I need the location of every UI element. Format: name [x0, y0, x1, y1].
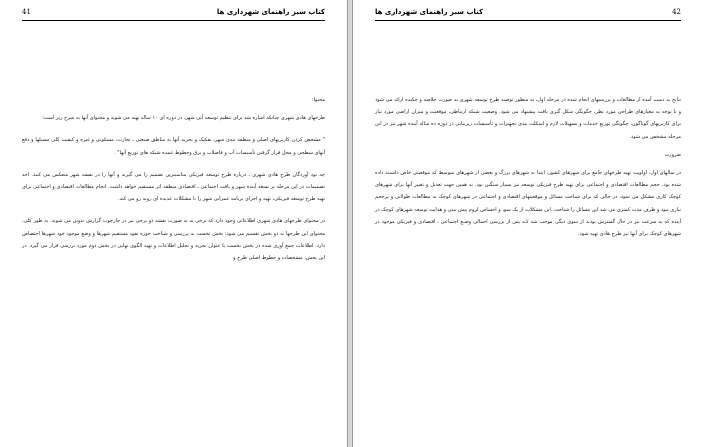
paragraph-heading-necessity: ضرورت — [664, 151, 681, 158]
left-page-header — [22, 6, 325, 21]
right-page-header-title: کتاب سبز راهنمای شهرداری ها — [375, 8, 484, 16]
paragraph: نتایج به دست آمده از مطالعات و بررسیهای انجام شده در مرحله اول، به منظور توصیه طرح توسعه شهری به صورت خلاصه و چکیده ارائه می شود و با توجه به معیارهای طراحی مورد نظر، چگونگی شکل گیری بافت پیشنهاد می شود. وضعیت شبکه ارتباطی، موقعیت و میزان اراضی مورد نیاز برای کاربریهای گوناگون، چگونگی توزیع خدمات و تسهیلات لازم و اسکلت بندی تجهیزات و تأسیسات زیربنایی در دوره ده ساله آینده شهر نیز در این مرحله مشخص می شود. — [375, 97, 681, 140]
paragraph: طرحهای هادی شهری چنانکه اشاره شد برای تنظیم توسعه آتی شهر، در دوره ای ۱۰ ساله تهیه می شوند و محتوای آنها به شرح زیر است: — [42, 115, 325, 122]
paragraph-heading-content: محتوا: — [311, 97, 325, 103]
left-page-number: 41 — [22, 8, 31, 16]
right-page-number: 42 — [672, 8, 681, 16]
paragraph: در سالهای اول، اولویت تهیه طرحهای جامع برای شهرهای کشور، ابتدا به شهرهای بزرگ و بعضی از شهرهای متوسط که موقعیتی خاص داشتند داده شده بود. حجم مطالعات اقتصادی و اجتماعی برای تهیه طرح فیزیکی توسعه نیز بسیار سنگین بود. به همین جهت تعدیل و تغییر آنها برای شهرهای کوچک کاری مشکل می نمود، در حالی که برای شناخت مسائل و موقعیتهای اقتصادی و اجتماعی در شهرهای کوچک به مطالعات طولانی و پرحجم نیازی نبود و ظرف مدت کمتری می شد این مسائل را شناخت. این مشکلات از یک سو، و احساس لزوم پیش بینی و هدایت توسعه شهرهای کوچک در آینده که به سرعت نیز در حال گسترش بودند از سوی دیگر، موجب شد کـه پس از بررسی اجمالی وضـع اجتماعی ـ اقتصادی و فیزیکی موجود در شهرهای کوچک برای آنها نیز طرح هادی تهیه شود. — [375, 170, 681, 238]
paragraph-quote: " مشخص کردن کاربریهای اصلی و منطقه بندی شهر، تفکیک و تجزیه آنها به مناطق صنعتی ـ تجارت، مسکونی و غیره و کیفیت کلی مسیلها و دفع آبهای سطحی و محل قرار گرفتن تأسیسات آب و فاضلاب و برق وخطوط عمده شبکه های توزیع آنها" . — [22, 137, 325, 156]
left-page — [0, 0, 348, 447]
paragraph: چه بود آوردگان طرح هادی شهری ، درباره طرح توسعه فیزیکی مناسبترین تصمیم را می گیرند و آنها را در نقشه شهر منعکس می کنند. اخذ تصمیمات در این مرحله بر تسعه آینده شهر و بافت اجتماعی ـ اقتصادی منطقه اثر مستقیم خواهد داشت. انجام مطالعات اقتصادی و اجتماعی برای تهیه طرح توسعه فیزیکی، تهیه و اجرای برنامه عمرانی شهر را با مشکلات عدیده ای روبه رو می کند. — [22, 171, 325, 203]
left-page-body — [22, 94, 325, 270]
right-page-body — [375, 94, 681, 246]
right-page — [352, 0, 703, 447]
right-page-header — [375, 6, 681, 21]
left-page-header-title: کتاب سبز راهنمای شهرداری ها — [216, 8, 325, 16]
paragraph: در محتوای طرحهای هادی شهری اطلاعاتی وجود دارد که برخی نه به صورت نقشه دو برخی نیز در چارچوب گزارش تدوین می شوند. به طور کلی، محتوای این طرحها به دو بخش تقسیم می شود: بخش نخست به بررسی و شناخت حوزه نفوذ مستقیم شهرها و وضع موجود خود شهرها اختصاص دارد. اطلاعات جمع آوری شده در بخش نخست با عنوان تجزیه و تحلیل اطلاعات و تهیه الگوی نهایی در بخش دوم مورد بررسی قرار می گیرد. در این بخش، مشخصات و خطوط اصلی طرح و — [22, 218, 325, 262]
